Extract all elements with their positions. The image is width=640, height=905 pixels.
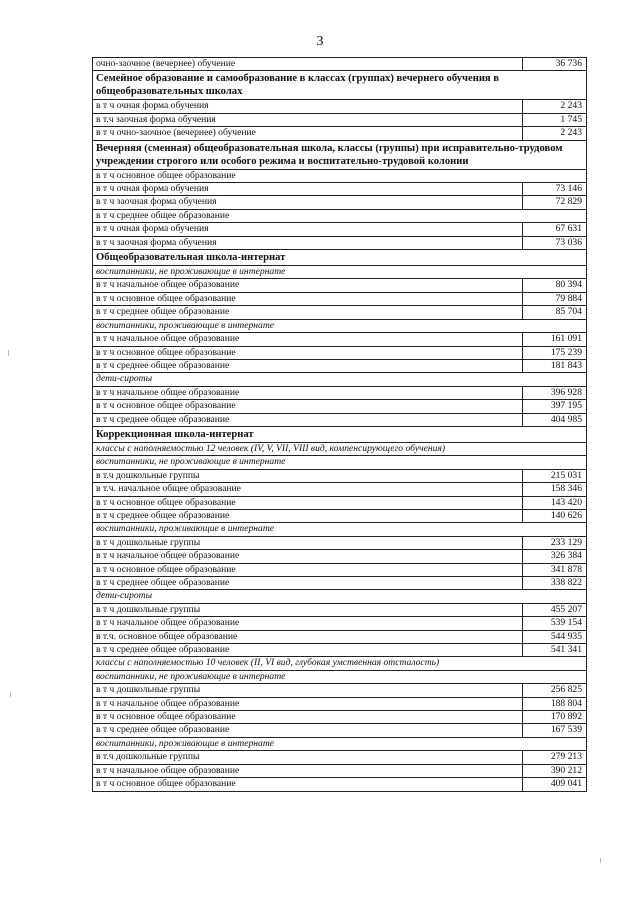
table-row (93, 359, 587, 372)
row-value: 279 213 (523, 751, 587, 764)
subheading-label: воспитанники, не проживающие в интернате (93, 670, 587, 683)
row-label: в т ч среднее общее образование (93, 509, 523, 522)
subheading-row (93, 657, 587, 670)
row-label: в т ч среднее общее образование (93, 577, 523, 590)
table-row (93, 236, 587, 249)
scan-mark (600, 858, 601, 863)
category-row (93, 209, 587, 222)
row-value: 1 745 (523, 113, 587, 126)
row-label: в т ч среднее общее образование (93, 724, 523, 737)
row-value: 158 346 (523, 483, 587, 496)
subheading-label: дети-сироты (93, 373, 587, 386)
row-label: в т ч очно-заочное (вечернее) обучение (93, 127, 523, 140)
subheading-label: классы с наполняемостью 12 человек (IV, V, VII, VIII вид, компенсирующего обучения) (93, 442, 587, 455)
section-heading: Семейное образование и самообразование в классах (группах) вечернего обучения в общеобразовательных школах (93, 71, 587, 100)
row-value: 2 243 (523, 127, 587, 140)
table-row (93, 346, 587, 359)
row-label: в т.ч дошкольные группы (93, 469, 523, 482)
section-heading-row (93, 250, 587, 266)
row-label: в т ч начальное общее образование (93, 764, 523, 777)
row-label: в т ч основное общее образование (93, 400, 523, 413)
subheading-label: дети-сироты (93, 590, 587, 603)
table-row (93, 778, 587, 791)
row-label: в т ч основное общее образование (93, 778, 523, 791)
row-label: в т ч начальное общее образование (93, 550, 523, 563)
row-value: 396 928 (523, 386, 587, 399)
row-value: 539 154 (523, 617, 587, 630)
row-value: 67 631 (523, 223, 587, 236)
row-label: в т ч среднее общее образование (93, 306, 523, 319)
section-heading: Коррекционная школа-интернат (93, 426, 587, 442)
row-label: в т ч среднее общее образование (93, 644, 523, 657)
row-label: в т ч заочная форма обучения (93, 196, 523, 209)
table-row (93, 413, 587, 426)
section-heading-row (93, 426, 587, 442)
row-value: 541 341 (523, 644, 587, 657)
category-label: в т ч среднее общее образование (93, 209, 587, 222)
table-row (93, 617, 587, 630)
scan-mark (10, 692, 11, 697)
subheading-label: воспитанники, проживающие в интернате (93, 319, 587, 332)
table-row (93, 469, 587, 482)
row-label: в т ч среднее общее образование (93, 359, 523, 372)
table-row (93, 333, 587, 346)
table-row (93, 196, 587, 209)
row-value: 341 878 (523, 563, 587, 576)
funding-table (92, 57, 587, 792)
row-value: 73 146 (523, 183, 587, 196)
row-value: 79 884 (523, 292, 587, 305)
scan-mark (8, 350, 9, 356)
row-label: в т ч среднее общее образование (93, 413, 523, 426)
table-row (93, 113, 587, 126)
table-row (93, 644, 587, 657)
row-label: в т ч дошкольные группы (93, 603, 523, 616)
table-row (93, 563, 587, 576)
row-value: 73 036 (523, 236, 587, 249)
row-label: в т ч очная форма обучения (93, 183, 523, 196)
row-label: в т.ч. начальное общее образование (93, 483, 523, 496)
subheading-label: классы с наполняемостью 10 человек (II, VI вид, глубокая умственная отсталость) (93, 657, 587, 670)
row-value: 256 825 (523, 684, 587, 697)
subheading-label: воспитанники, не проживающие в интернате (93, 266, 587, 279)
row-value: 167 539 (523, 724, 587, 737)
row-value: 36 736 (523, 58, 587, 71)
table-row (93, 509, 587, 522)
row-value: 409 041 (523, 778, 587, 791)
row-label: в т ч очная форма обучения (93, 223, 523, 236)
row-value: 85 704 (523, 306, 587, 319)
row-value: 455 207 (523, 603, 587, 616)
row-label: в т ч заочная форма обучения (93, 236, 523, 249)
table-row (93, 386, 587, 399)
row-label: в т.ч заочная форма обучения (93, 113, 523, 126)
section-heading-row (93, 71, 587, 100)
row-label: в т ч дошкольные группы (93, 684, 523, 697)
row-label: в т.ч дошкольные группы (93, 751, 523, 764)
table-row (93, 536, 587, 549)
section-heading: Вечерняя (сменная) общеобразовательная школа, классы (группы) при исправительно-трудовом учреждении строгого или особого режима и воспитательно-трудовой колонии (93, 140, 587, 169)
row-label: в т.ч. основное общее образование (93, 630, 523, 643)
table-row (93, 100, 587, 113)
row-label: в т ч дошкольные группы (93, 536, 523, 549)
row-value: 544 935 (523, 630, 587, 643)
subheading-label: воспитанники, проживающие в интернате (93, 523, 587, 536)
row-value: 326 384 (523, 550, 587, 563)
row-label: в т ч начальное общее образование (93, 697, 523, 710)
row-value: 140 626 (523, 509, 587, 522)
table-row (93, 496, 587, 509)
row-label: в т ч основное общее образование (93, 496, 523, 509)
table-body (93, 58, 587, 792)
row-value: 397 195 (523, 400, 587, 413)
table-row (93, 577, 587, 590)
row-label: в т ч основное общее образование (93, 563, 523, 576)
section-heading-row (93, 140, 587, 169)
row-value: 80 394 (523, 279, 587, 292)
row-label: в т ч начальное общее образование (93, 333, 523, 346)
table-row (93, 400, 587, 413)
row-label: в т ч начальное общее образование (93, 617, 523, 630)
row-label: в т ч основное общее образование (93, 346, 523, 359)
table-row (93, 630, 587, 643)
row-value: 338 822 (523, 577, 587, 590)
row-value: 2 243 (523, 100, 587, 113)
row-label: в т ч очная форма обучения (93, 100, 523, 113)
subheading-row (93, 523, 587, 536)
table-row (93, 183, 587, 196)
table-row (93, 550, 587, 563)
row-label: в т ч начальное общее образование (93, 386, 523, 399)
table-row (93, 483, 587, 496)
table-row (93, 279, 587, 292)
subheading-row (93, 670, 587, 683)
row-value: 390 212 (523, 764, 587, 777)
table-row (93, 127, 587, 140)
row-value: 161 091 (523, 333, 587, 346)
subheading-row (93, 590, 587, 603)
row-value: 170 892 (523, 711, 587, 724)
row-label: в т ч основное общее образование (93, 711, 523, 724)
section-heading: Общеобразовательная школа-интернат (93, 250, 587, 266)
row-label: в т ч начальное общее образование (93, 279, 523, 292)
subheading-label: воспитанники, проживающие в интернате (93, 737, 587, 750)
subheading-row (93, 456, 587, 469)
category-label: в т ч основное общее образование (93, 169, 587, 182)
subheading-label: воспитанники, не проживающие в интернате (93, 456, 587, 469)
table-row (93, 684, 587, 697)
table-row (93, 58, 587, 71)
row-label: очно-заочное (вечернее) обучение (93, 58, 523, 71)
subheading-row (93, 319, 587, 332)
subheading-row (93, 442, 587, 455)
row-value: 181 843 (523, 359, 587, 372)
table-row (93, 603, 587, 616)
table-row (93, 764, 587, 777)
subheading-row (93, 266, 587, 279)
table-row (93, 711, 587, 724)
table-row (93, 697, 587, 710)
row-label: в т ч основное общее образование (93, 292, 523, 305)
row-value: 188 804 (523, 697, 587, 710)
table-row (93, 292, 587, 305)
table-row (93, 223, 587, 236)
subheading-row (93, 373, 587, 386)
row-value: 175 239 (523, 346, 587, 359)
table-row (93, 751, 587, 764)
row-value: 72 829 (523, 196, 587, 209)
page-number: 3 (316, 34, 324, 49)
category-row (93, 169, 587, 182)
row-value: 404 985 (523, 413, 587, 426)
row-value: 215 031 (523, 469, 587, 482)
table-row (93, 724, 587, 737)
table-row (93, 306, 587, 319)
row-value: 143 420 (523, 496, 587, 509)
subheading-row (93, 737, 587, 750)
row-value: 233 129 (523, 536, 587, 549)
